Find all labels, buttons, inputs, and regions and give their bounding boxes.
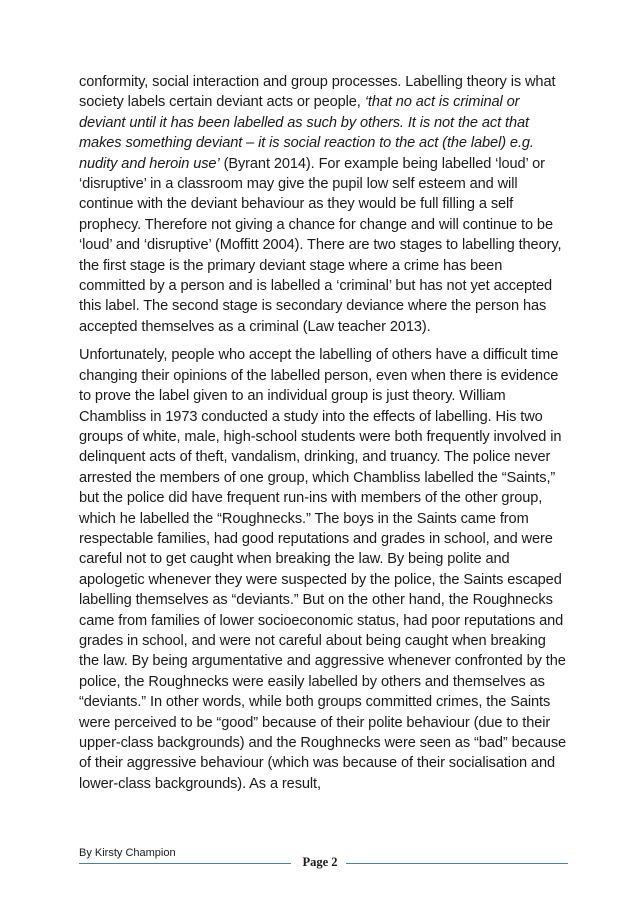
footer-author: By Kirsty Champion: [79, 847, 176, 859]
page-number: Page 2: [302, 855, 338, 869]
body-text: [79, 72, 569, 794]
paragraph-2: Unfortunately, people who accept the labelling of others have a difficult time changing their opinions of the labelled person, even when there is evidence to prove the label given to an individual group is just theory. William Chambliss in 1973 conducted a study into the effects of labelling. His two groups of white, male, high-school students were both frequently involved in delinquent acts of theft, vandalism, drinking, and truancy. The police never arrested the members of one group, which Chambliss labelled the “Saints,” but the police did have frequent run-ins with members of the other group, which he labelled the “Roughnecks.” The boys in the Saints came from respectable families, had good reputations and grades in school, and were careful not to get caught when breaking the law. By being polite and apologetic whenever they were suspected by the police, the Saints escaped labelling themselves as “deviants.” But on the other hand, the Roughnecks came from families of lower socioeconomic status, had poor reputations and grades in school, and were not careful about being caught when breaking the law. By being argumentative and aggressive whenever confronted by the police, the Roughnecks were easily labelled by others and themselves as “deviants.” In other words, while both groups committed crimes, the Saints were perceived to be “good” because of their polite behaviour (due to their upper-class backgrounds) and the Roughnecks were seen as “bad” because of their aggressive behaviour (which was because of their socialisation and lower-class backgrounds). As a result,: [79, 347, 567, 792]
paragraph-1: [79, 72, 569, 337]
footer-rule-left: [79, 863, 291, 864]
footer-rule-right: [346, 863, 568, 864]
paragraph-1-quote: ‘that no act is criminal or deviant until it has been labelled as such by others. It is not the act that makes something deviant – it is social reaction to the act (the label) e.g. nudity and heroin use’: [79, 94, 534, 172]
paragraph-1-rest: (Byrant 2014). For example being labelled ‘loud’ or ‘disruptive’ in a classroom may give the pupil low self esteem and will continue with the deviant behaviour as they would be full filling a self prophecy. Therefore not giving a chance for change and will continue to be ‘loud’ and ‘disruptive’ (Moffitt 2004). There are two stages to labelling theory, the first stage is the primary deviant stage where a crime has been committed by a person and is labelled a ‘criminal’ but has not yet accepted this label. The second stage is secondary deviance where the person has accepted themselves as a criminal (Law teacher 2013).: [79, 155, 562, 335]
paragraph-1-intro: conformity, social interaction and group processes. Labelling theory is what society labels certain deviant acts or people,: [79, 74, 556, 111]
